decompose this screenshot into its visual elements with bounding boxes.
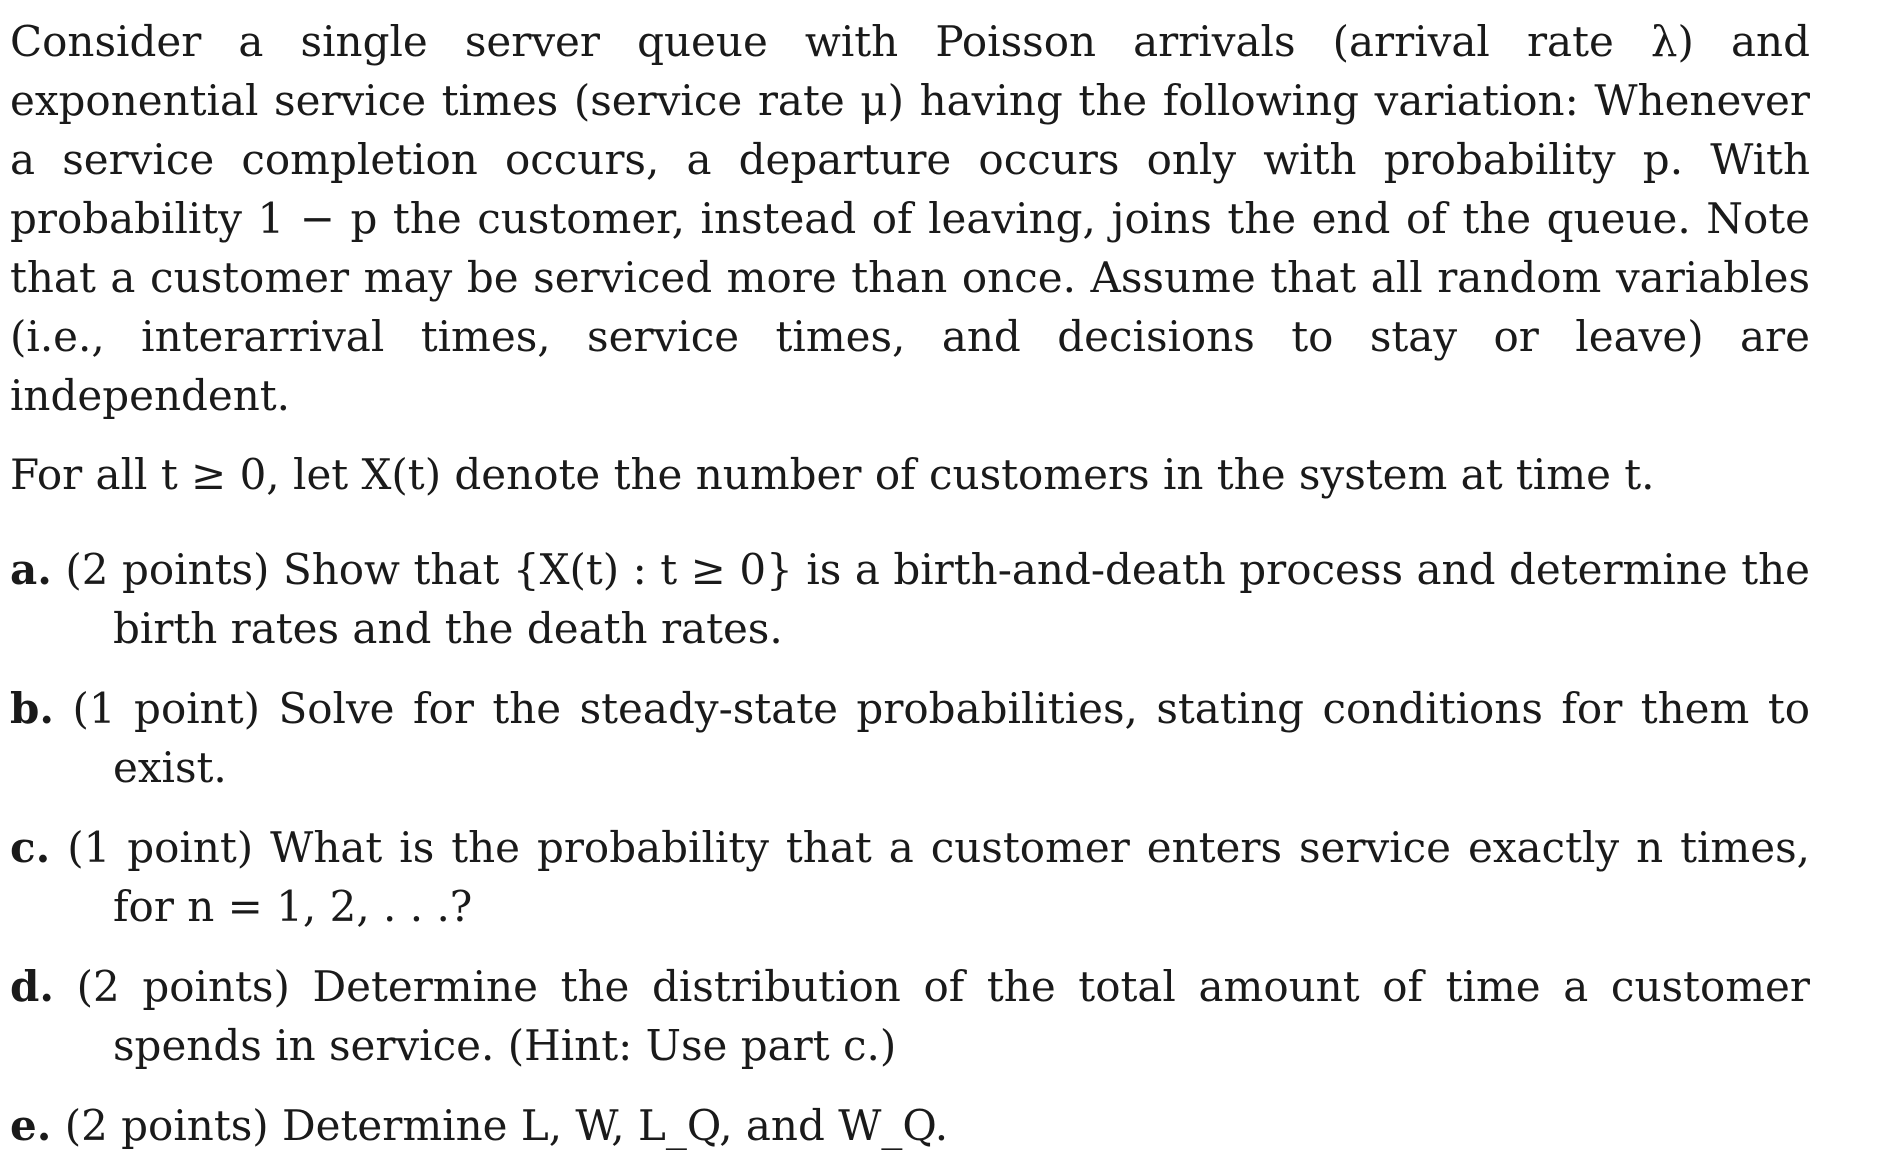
part-d-letter: d. (10, 962, 54, 1011)
part-d (10, 957, 1810, 1075)
part-b (10, 679, 1810, 797)
part-a-letter: a. (10, 545, 52, 594)
part-c (10, 818, 1810, 936)
part-b-text: (1 point) Solve for the steady-state probabilities, stating conditions for them to exist. (72, 684, 1810, 792)
part-e-letter: e. (10, 1101, 52, 1150)
part-a-text: (2 points) Show that {X(t) : t ≥ 0} is a birth-and-death process and determine the birth rates and the death rates. (65, 545, 1810, 653)
part-e (10, 1096, 1810, 1155)
problem-document (10, 12, 1810, 1176)
problem-intro-paragraph: Consider a single server queue with Poisson arrivals (arrival rate λ) and exponential service times (service rate μ) having the following variation: Whenever a service completion occurs, a departure occurs only with probability p. With probability 1 − p the customer, instead of leaving, joins the end of the queue. Note that a customer may be serviced more than once. Assume that all random variables (i.e., interarrival times, service times, and decisions to stay or leave) are independent. (10, 17, 1810, 420)
part-c-letter: c. (10, 823, 51, 872)
problem-setup-paragraph: For all t ≥ 0, let X(t) denote the number of customers in the system at time t. (10, 450, 1655, 499)
part-a (10, 540, 1810, 658)
part-c-text: (1 point) What is the probability that a customer enters service exactly n times, for n = 1, 2, . . .? (67, 823, 1810, 931)
part-e-text: (2 points) Determine L, W, L_Q, and W_Q. (64, 1101, 949, 1150)
part-b-letter: b. (10, 684, 54, 733)
part-d-text: (2 points) Determine the distribution of the total amount of time a customer spends in service. (Hint: Use part c.) (76, 962, 1810, 1070)
